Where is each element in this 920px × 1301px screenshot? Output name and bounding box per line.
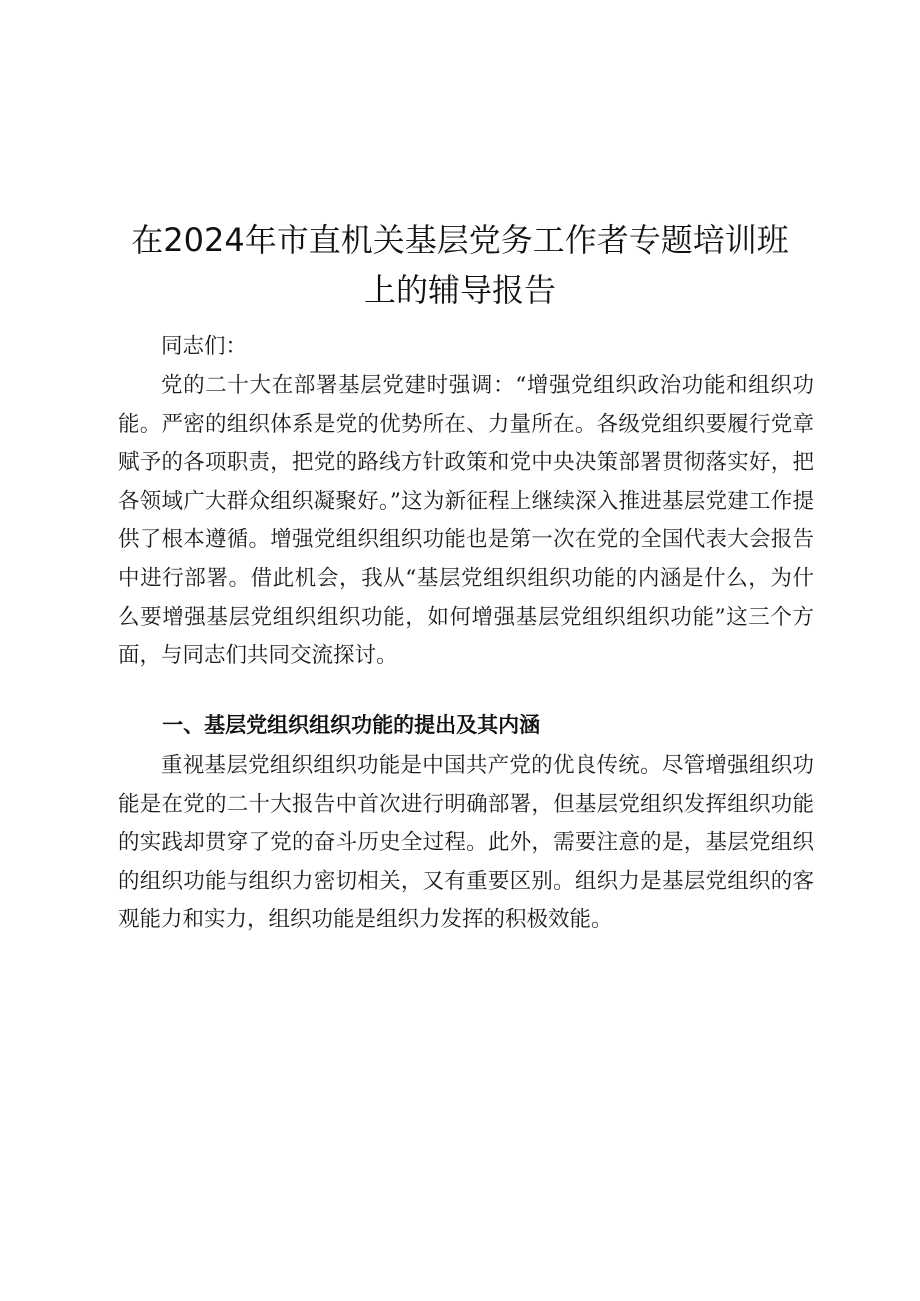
paragraph-intro: 党的二十大在部署基层党建时强调：“增强党组织政治功能和组织功能。严密的组织体系是党的优势所在、力量所在。各级党组织要履行党章赋予的各项职责，把党的路线方针政策和党中央决策部署贯彻落实好，把各领域广大群众组织凝聚好。”这为新征程上继续深入推进基层党建工作提供了根本遵循。增强党组织组织功能也是第一次在党的全国代表大会报告中进行部署。借此机会，我从“基层党组织组织功能的内涵是什么，为什么要增强基层党组织组织功能，如何增强基层党组织组织功能”这三个方面，与同志们共同交流探讨。 (118, 373, 814, 669)
document-title-line-2: 上的辅导报告 (363, 271, 556, 309)
paragraph-section-1: 重视基层党组织组织功能是中国共产党的优良传统。尽管增强组织功能是在党的二十大报告中首次进行明确部署，但基层党组织发挥组织功能的实践却贯穿了党的奋斗历史全过程。此外，需要注意的是，基层党组织的组织功能与组织力密切相关，又有重要区别。组织力是基层党组织的客观能力和实力，组织功能是组织力发挥的积极效能。 (118, 753, 814, 933)
section-heading-1: 一、基层党组织组织功能的提出及其内涵 (162, 713, 541, 737)
document-title-line-1: 在2024年市直机关基层党务工作者专题培训班 (131, 221, 789, 259)
greeting: 同志们： (161, 334, 248, 359)
